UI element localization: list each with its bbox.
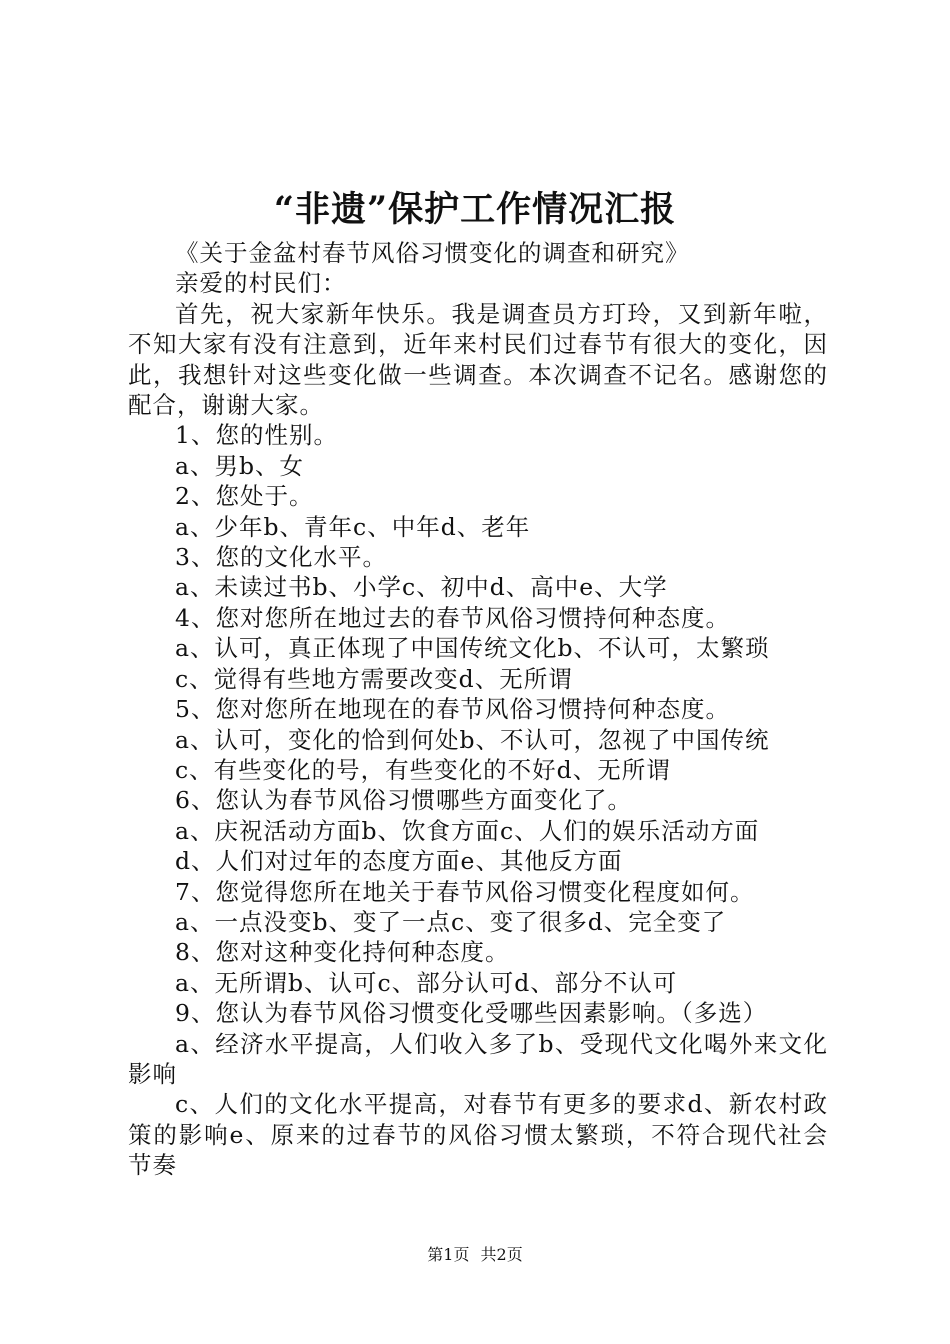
document-title: “非遗”保护工作情况汇报 [273, 189, 677, 230]
page-number: 第1页 [427, 1245, 470, 1264]
page-footer [0, 1244, 950, 1266]
document-body [128, 238, 828, 1181]
options-4-line-2: c、觉得有些地方需要改变d、无所谓 [175, 664, 573, 693]
options-5-line-1: a、认可，变化的恰到何处b、不认可，忽视了中国传统 [175, 725, 770, 754]
question-6: 6、您认为春节风俗习惯哪些方面变化了。 [175, 786, 632, 815]
question-5: 5、您对您所在地现在的春节风俗习惯持何种态度。 [175, 695, 730, 724]
question-2: 2、您处于。 [175, 482, 314, 511]
greeting: 亲爱的村民们： [175, 269, 347, 298]
options-2: a、少年b、青年c、中年d、老年 [175, 512, 531, 541]
question-8: 8、您对这种变化持何种态度。 [175, 938, 510, 967]
page-total: 共2页 [480, 1245, 523, 1264]
question-3: 3、您的文化水平。 [175, 543, 387, 572]
options-7: a、一点没变b、变了一点c、变了很多d、完全变了 [175, 907, 727, 936]
survey-title: 《关于金盆村春节风俗习惯变化的调查和研究》 [175, 239, 690, 267]
question-7: 7、您觉得您所在地关于春节风俗习惯变化程度如何。 [175, 877, 755, 906]
question-4: 4、您对您所在地过去的春节风俗习惯持何种态度。 [175, 603, 730, 632]
question-1: 1、您的性别。 [175, 421, 338, 450]
options-8: a、无所谓b、认可c、部分认可d、部分不认可 [175, 968, 678, 997]
options-3: a、未读过书b、小学c、初中d、高中e、大学 [175, 573, 668, 602]
options-6-line-1: a、庆祝活动方面b、饮食方面c、人们的娱乐活动方面 [175, 816, 760, 845]
intro-paragraph: 首先，祝大家新年快乐。我是调查员方玎玲，又到新年啦，不知大家有没有注意到，近年来村民们过春节有很大的变化，因此，我想针对这些变化做一些调查。本次调查不记名。感谢您的配合，谢谢大家。 [128, 299, 828, 420]
options-1: a、男b、女 [175, 451, 305, 480]
question-9: 9、您认为春节风俗习惯变化受哪些因素影响。（多选） [175, 999, 768, 1028]
options-5-line-2: c、有些变化的号，有些变化的不好d、无所谓 [175, 755, 671, 784]
options-9-part-2: c、人们的文化水平提高，对春节有更多的要求d、新农村政策的影响e、原来的过春节的风俗习惯太繁琐，不符合现代社会节奏 [128, 1090, 828, 1180]
options-6-line-2: d、人们对过年的态度方面e、其他反方面 [175, 847, 623, 876]
options-4-line-1: a、认可，真正体现了中国传统文化b、不认可，太繁琐 [175, 634, 770, 663]
options-9-part-1: a、经济水平提高，人们收入多了b、受现代文化喝外来文化影响 [128, 1029, 828, 1088]
